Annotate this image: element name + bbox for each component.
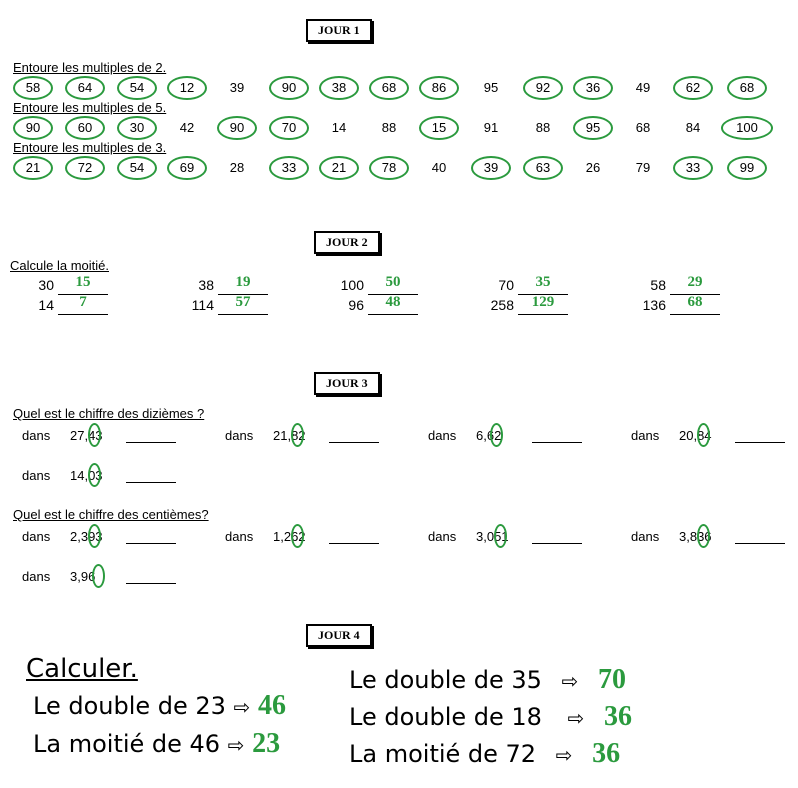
number: 14 xyxy=(331,120,347,135)
digit-circle xyxy=(291,423,304,447)
answer-line[interactable] xyxy=(329,428,379,443)
dans-label: dans xyxy=(225,529,254,544)
dans-label: dans xyxy=(428,529,457,544)
digit-circle xyxy=(490,423,503,447)
circled-number: 90 xyxy=(13,116,53,140)
number: 28 xyxy=(229,160,245,175)
arrow-icon: ⇨ xyxy=(567,706,585,730)
number: 88 xyxy=(381,120,397,135)
jour4-right-3 xyxy=(349,738,620,770)
number: 91 xyxy=(483,120,499,135)
half-answer: 29 xyxy=(687,274,703,290)
half-answer: 50 xyxy=(385,274,401,290)
dans-label: dans xyxy=(225,428,254,443)
decimal-number: 3,836 xyxy=(679,529,712,544)
answer-line[interactable] xyxy=(126,428,176,443)
number: 40 xyxy=(431,160,447,175)
half-question: 38 xyxy=(198,277,214,293)
circled-number: 30 xyxy=(117,116,157,140)
number: 79 xyxy=(635,160,651,175)
circled-number: 69 xyxy=(167,156,207,180)
half-question: 70 xyxy=(498,277,514,293)
circled-number: 12 xyxy=(167,76,207,100)
digit-circle xyxy=(88,463,101,487)
circled-number: 100 xyxy=(727,116,767,140)
half-question: 258 xyxy=(490,297,514,313)
digit-circle xyxy=(291,524,304,548)
jour2-instruction: Calcule la moitié. xyxy=(10,258,109,273)
circled-number: 60 xyxy=(65,116,105,140)
number: 95 xyxy=(483,80,499,95)
jour1-row-2 xyxy=(13,116,783,140)
half-question: 100 xyxy=(340,277,364,293)
half-question: 58 xyxy=(650,277,666,293)
number: 49 xyxy=(635,80,651,95)
jour4-right-2 xyxy=(349,701,632,733)
half-question: 14 xyxy=(38,297,54,313)
circled-number: 78 xyxy=(369,156,409,180)
jour4-left-2-text: La moitié de 46 xyxy=(33,730,221,758)
jour4-heading: Calculer. xyxy=(26,654,138,684)
jour4-left-2-answer: 23 xyxy=(252,728,281,759)
half-answer: 19 xyxy=(235,274,251,290)
half-answer: 35 xyxy=(535,274,551,290)
jour1-instruction-2: Entoure les multiples de 5. xyxy=(13,100,167,115)
jour4-left-1-text: Le double de 23 xyxy=(33,692,226,720)
circled-number: 70 xyxy=(269,116,309,140)
answer-line[interactable] xyxy=(532,529,582,544)
jour3-question-2: Quel est le chiffre des centièmes? xyxy=(13,507,209,522)
answer-line[interactable] xyxy=(329,529,379,544)
jour3-question-1: Quel est le chiffre des dizièmes ? xyxy=(13,406,205,421)
half-question: 136 xyxy=(642,297,666,313)
circled-number: 21 xyxy=(13,156,53,180)
circled-number: 63 xyxy=(523,156,563,180)
half-question: 114 xyxy=(191,297,214,313)
number: 84 xyxy=(685,120,701,135)
decimal-number: 21,82 xyxy=(273,428,306,443)
decimal-number: 14,03 xyxy=(70,468,103,483)
digit-circle xyxy=(494,524,507,548)
circled-number: 58 xyxy=(13,76,53,100)
jour4-left-1 xyxy=(33,690,286,722)
decimal-number: 6,62 xyxy=(476,428,502,443)
arrow-icon: ⇨ xyxy=(555,743,573,767)
digit-circle xyxy=(88,423,101,447)
circled-number: 21 xyxy=(319,156,359,180)
number: 68 xyxy=(635,120,651,135)
decimal-number: 3,96 xyxy=(70,569,96,584)
number: 39 xyxy=(229,80,245,95)
number: 26 xyxy=(585,160,601,175)
circled-number: 36 xyxy=(573,76,613,100)
jour1-row-1 xyxy=(13,76,783,100)
answer-line[interactable] xyxy=(532,428,582,443)
dans-label: dans xyxy=(631,428,660,443)
half-answer: 15 xyxy=(75,274,91,290)
answer-line[interactable] xyxy=(126,529,176,544)
answer-line[interactable] xyxy=(735,428,785,443)
arrow-icon: ⇨ xyxy=(227,733,245,757)
circled-number: 33 xyxy=(269,156,309,180)
half-question: 30 xyxy=(38,277,54,293)
decimal-number: 27,43 xyxy=(70,428,103,443)
dans-label: dans xyxy=(22,569,51,584)
circled-number: 68 xyxy=(727,76,767,100)
jour2-title: JOUR 2 xyxy=(314,231,380,254)
circled-number: 90 xyxy=(217,116,257,140)
dans-label: dans xyxy=(22,468,51,483)
circled-number: 39 xyxy=(471,156,511,180)
circled-number: 95 xyxy=(573,116,613,140)
answer-line[interactable] xyxy=(126,468,176,483)
circled-number: 68 xyxy=(369,76,409,100)
jour4-left-1-answer: 46 xyxy=(257,690,286,721)
digit-circle xyxy=(92,564,105,588)
dans-label: dans xyxy=(22,529,51,544)
jour4-right-3-answer: 36 xyxy=(592,738,621,769)
dans-label: dans xyxy=(631,529,660,544)
circled-number: 99 xyxy=(727,156,767,180)
circled-number: 38 xyxy=(319,76,359,100)
circled-number: 72 xyxy=(65,156,105,180)
circled-number: 86 xyxy=(419,76,459,100)
digit-circle xyxy=(697,524,710,548)
circled-number: 90 xyxy=(269,76,309,100)
jour4-title: JOUR 4 xyxy=(306,624,372,647)
answer-line[interactable] xyxy=(735,529,785,544)
digit-circle xyxy=(697,423,710,447)
jour4-left-2 xyxy=(33,728,280,760)
jour4-right-1-text: Le double de 35 xyxy=(349,666,542,694)
decimal-number: 2,393 xyxy=(70,529,103,544)
number: 88 xyxy=(535,120,551,135)
jour4-right-2-answer: 36 xyxy=(603,701,632,732)
half-answer: 129 xyxy=(531,294,555,310)
circled-number: 62 xyxy=(673,76,713,100)
jour4-right-1 xyxy=(349,664,626,696)
half-answer: 7 xyxy=(79,294,87,310)
half-answer: 57 xyxy=(235,294,251,310)
circled-number: 15 xyxy=(419,116,459,140)
jour3-title: JOUR 3 xyxy=(314,372,380,395)
jour1-instruction-1: Entoure les multiples de 2. xyxy=(13,60,167,75)
jour1-instruction-3: Entoure les multiples de 3. xyxy=(13,140,167,155)
arrow-icon: ⇨ xyxy=(561,669,579,693)
jour4-right-3-text: La moitié de 72 xyxy=(349,740,537,768)
half-question: 96 xyxy=(348,297,364,313)
circled-number: 33 xyxy=(673,156,713,180)
dans-label: dans xyxy=(428,428,457,443)
circled-number: 54 xyxy=(117,76,157,100)
circled-number: 92 xyxy=(523,76,563,100)
circled-number: 64 xyxy=(65,76,105,100)
dans-label: dans xyxy=(22,428,51,443)
jour4-right-2-text: Le double de 18 xyxy=(349,703,542,731)
answer-line[interactable] xyxy=(126,569,176,584)
decimal-number: 3,051 xyxy=(476,529,509,544)
arrow-icon: ⇨ xyxy=(233,695,251,719)
decimal-number: 20,84 xyxy=(679,428,712,443)
circled-number: 54 xyxy=(117,156,157,180)
jour4-right-1-answer: 70 xyxy=(597,664,626,695)
half-answer: 68 xyxy=(687,294,703,310)
jour1-row-3 xyxy=(13,156,783,180)
half-answer: 48 xyxy=(385,294,401,310)
decimal-number: 1,262 xyxy=(273,529,306,544)
number: 42 xyxy=(179,120,195,135)
jour1-title: JOUR 1 xyxy=(306,19,372,42)
digit-circle xyxy=(88,524,101,548)
